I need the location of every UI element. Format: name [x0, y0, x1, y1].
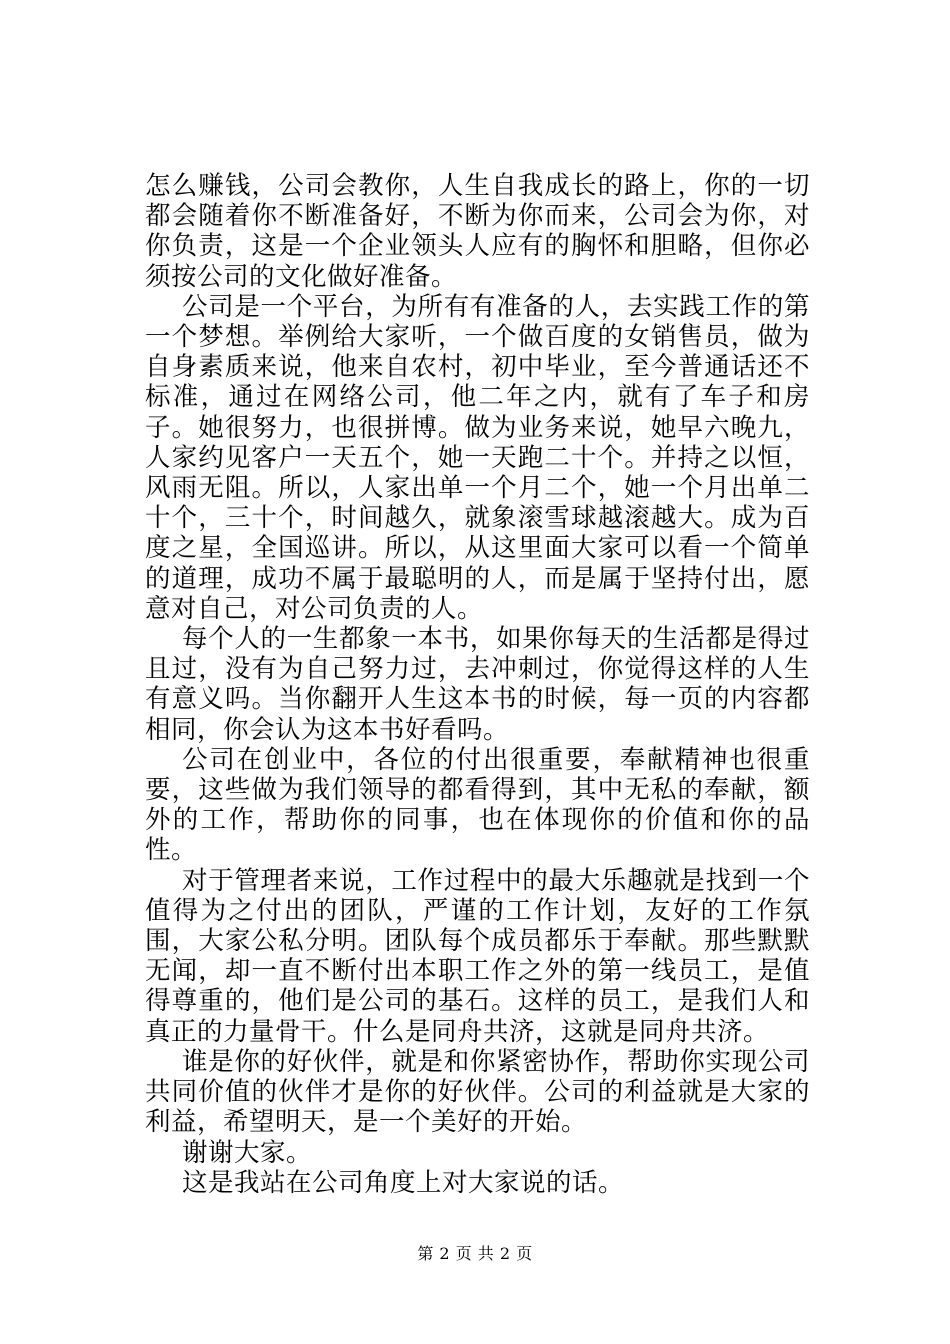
paragraph-6: 谁是你的好伙伴，就是和你紧密协作，帮助你实现公司共同价值的伙伴才是你的好伙伴。公司的利益就是大家的利益，希望明天，是一个美好的开始。 — [145, 1046, 810, 1138]
page-number-footer: 第 2 页 共 2 页 — [417, 1244, 533, 1263]
document-body — [145, 171, 810, 1198]
paragraph-4: 公司在创业中，各位的付出很重要，奉献精神也很重要，这些做为我们领导的都看得到，其中无私的奉献，额外的工作，帮助你的同事，也在体现你的价值和你的品性。 — [145, 744, 810, 866]
paragraph-7: 谢谢大家。 — [182, 1137, 313, 1168]
paragraph-3: 每个人的一生都象一本书，如果你每天的生活都是得过且过，没有为自己努力过，去冲刺过，你觉得这样的人生有意义吗。当你翻开人生这本书的时候，每一页的内容都相同，你会认为这本书好看吗。 — [145, 624, 810, 745]
paragraph-1: 怎么赚钱，公司会教你，人生自我成长的路上，你的一切都会随着你不断准备好，不断为你而来，公司会为你，对你负责，这是一个企业领头人应有的胸怀和胆略，但你必须按公司的文化做好准备。 — [145, 171, 810, 292]
paragraph-5: 对于管理者来说，工作过程中的最大乐趣就是找到一个值得为之付出的团队，严谨的工作计划，友好的工作氛围，大家公私分明。团队每个成员都乐于奉献。那些默默无闻，却一直不断付出本职工作之外的第一线员工，是值得尊重的，他们是公司的基石。这样的员工，是我们人和真正的力量骨干。什么是同舟共济，这就是同舟共济。 — [145, 865, 810, 1047]
paragraph-2: 公司是一个平台，为所有有准备的人，去实践工作的第一个梦想。举例给大家听，一个做百度的女销售员，做为自身素质来说，他来自农村，初中毕业，至今普通话还不标准，通过在网络公司，他二年之内，就有了车子和房子。她很努力，也很拼博。做为业务来说，她早六晚九，人家约见客户一天五个，她一天跑二十个。并持之以恒，风雨无阻。所以，人家出单一个月二个，她一个月出单二十个，三十个，时间越久，就象滚雪球越滚越大。成为百度之星，全国巡讲。所以，从这里面大家可以看一个简单的道理，成功不属于最聪明的人，而是属于坚持付出，愿意对自己，对公司负责的人。 — [145, 291, 810, 624]
paragraph-8: 这是我站在公司角度上对大家说的话。 — [182, 1167, 625, 1198]
